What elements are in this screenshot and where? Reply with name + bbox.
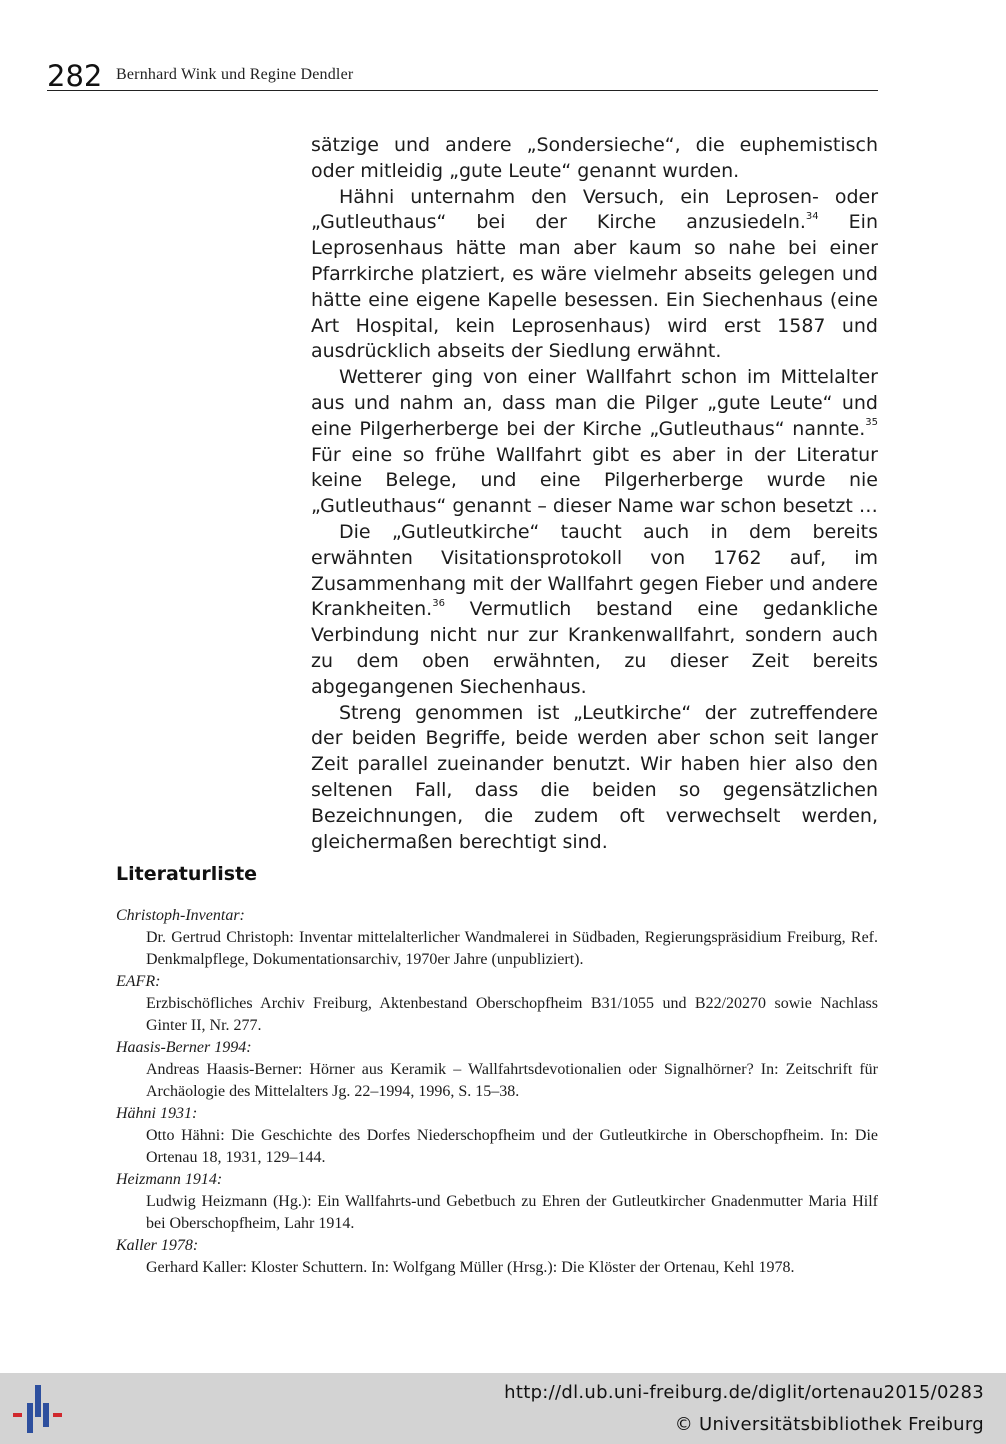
literature-entry-text: Ludwig Heizmann (Hg.): Ein Wallfahrts-und Gebetbuch zu Ehren der Gutleutkircher Gnadenmutter Maria Hilf bei Oberschopfheim, Lahr 1914. — [146, 1193, 878, 1232]
literature-entry — [116, 1169, 878, 1235]
paragraph-2 — [311, 185, 878, 366]
paragraph-4 — [311, 520, 878, 701]
footer-bar — [0, 1373, 1006, 1444]
literature-entry-text: Andreas Haasis-Berner: Hörner aus Keramik – Wallfahrtsdevotionalien oder Signalhörner? In: Zeitschrift für Archäologie des Mittelalters Jg. 22–1994, 1996, S. 15–38. — [146, 1061, 878, 1100]
paragraph-1: sätzige und andere „Sondersieche“, die euphemistisch oder mitleidig „gute Leute“ genannt wurden. — [311, 134, 878, 182]
paragraph-3-part-a: Wetterer ging von einer Wallfahrt schon im Mittelalter aus und nahm an, dass man die Pilger „gute Leute“ und eine Pilgerherberge bei der Kirche „Gutleuthaus“ nannte. — [311, 366, 878, 440]
literature-entry-key: Haasis-Berner 1994: — [116, 1039, 252, 1056]
literature-entry-text: Erzbischöfliches Archiv Freiburg, Aktenbestand Oberschopfheim B31/1055 und B22/20270 sowie Nachlass Ginter II, Nr. 277. — [146, 995, 878, 1034]
footnote-ref-35: 35 — [865, 417, 878, 429]
paragraph-3-part-b: Für eine so frühe Wallfahrt gibt es aber in der Literatur keine Belege, und eine Pilgerherberge wurde nie „Gutleuthaus“ genannt – dieser Name war schon besetzt … — [311, 443, 878, 518]
logo-bar-stem-top — [35, 1385, 41, 1417]
literature-entry-text: Gerhard Kaller: Kloster Schuttern. In: Wolfgang Müller (Hrsg.): Die Klöster der Ortenau, Kehl 1978. — [146, 1259, 795, 1276]
literature-entry — [116, 1037, 878, 1103]
paragraph-5: Streng genommen ist „Leutkirche“ der zutreffendere der beiden Begriffe, beide werden aber schon seit langer Zeit parallel zueinander benutzt. Wir haben hier also den seltenen Fall, dass die beiden so gegensätzlichen Bezeichnungen, die zudem oft verwechselt werden, gleichermaßen berechtigt sind. — [311, 701, 878, 853]
footnote-ref-36: 36 — [432, 598, 445, 610]
literature-entry — [116, 905, 878, 971]
literature-entry-key: Kaller 1978: — [116, 1237, 199, 1254]
logo-bar-stem-short — [43, 1403, 49, 1427]
literature-heading: Literaturliste — [116, 863, 258, 885]
paragraph-2-part-a: Hähni unternahm den Versuch, ein Leprosen- oder „Gutleuthaus“ bei der Kirche anzusiedeln. — [311, 185, 878, 234]
running-head: Bernhard Wink und Regine Dendler — [116, 66, 354, 83]
logo-bar-left — [13, 1413, 22, 1417]
literature-entry-key: Christoph-Inventar: — [116, 907, 245, 924]
literature-entry — [116, 1235, 878, 1279]
paragraph-3 — [311, 365, 878, 520]
page-header — [47, 60, 878, 91]
copyright-notice: © Universitätsbibliothek Freiburg — [674, 1414, 984, 1435]
literature-entry-text: Dr. Gertrud Christoph: Inventar mittelalterlicher Wandmalerei in Südbaden, Regierungspräsidium Freiburg, Ref. Denkmalpflege, Dokumentationsarchiv, 1970er Jahre (unpubliziert). — [146, 929, 878, 968]
logo-bar-stem-tall — [27, 1403, 33, 1433]
paragraph-4-part-b: Vermutlich bestand eine gedankliche Verbindung nicht nur zur Krankenwallfahrt, sondern auch zu dem oben erwähnten, zu dieser Zeit bereits abgegangenen Siechenhaus. — [311, 598, 878, 698]
literature-list — [116, 905, 878, 1279]
source-url-link[interactable]: http://dl.ub.uni-freiburg.de/diglit/ortenau2015/0283 — [504, 1382, 984, 1403]
literature-entry — [116, 971, 878, 1037]
literature-entry-key: EAFR: — [116, 973, 161, 990]
literature-entry-text: Otto Hähni: Die Geschichte des Dorfes Niederschopfheim und der Gutleutkirche in Oberschopfheim. In: Die Ortenau 18, 1931, 129–144. — [146, 1127, 878, 1166]
logo-bar-right — [53, 1413, 62, 1417]
page-number: 282 — [47, 59, 103, 93]
ub-freiburg-logo-icon — [12, 1383, 64, 1435]
paragraph-2-part-b: Ein Leprosenhaus hätte man aber kaum so nahe bei einer Pfarrkirche platziert, es wäre vielmehr abseits gelegen und hätte eine eigene Kapelle besessen. Ein Siechenhaus (eine Art Hospital, kein Leprosenhaus) wird erst 1587 und ausdrücklich abseits der Siedlung erwähnt. — [311, 211, 878, 363]
literature-entry-key: Hähni 1931: — [116, 1105, 198, 1122]
body-text — [311, 133, 878, 855]
literature-entry-key: Heizmann 1914: — [116, 1171, 223, 1188]
literature-entry — [116, 1103, 878, 1169]
footnote-ref-34: 34 — [805, 211, 819, 223]
paragraph-4-part-a: Die „Gutleutkirche“ taucht auch in dem bereits erwähnten Visitationsprotokoll von 1762 auf, im Zusammenhang mit der Wallfahrt gegen Fieber und andere Krankheiten. — [311, 520, 878, 621]
